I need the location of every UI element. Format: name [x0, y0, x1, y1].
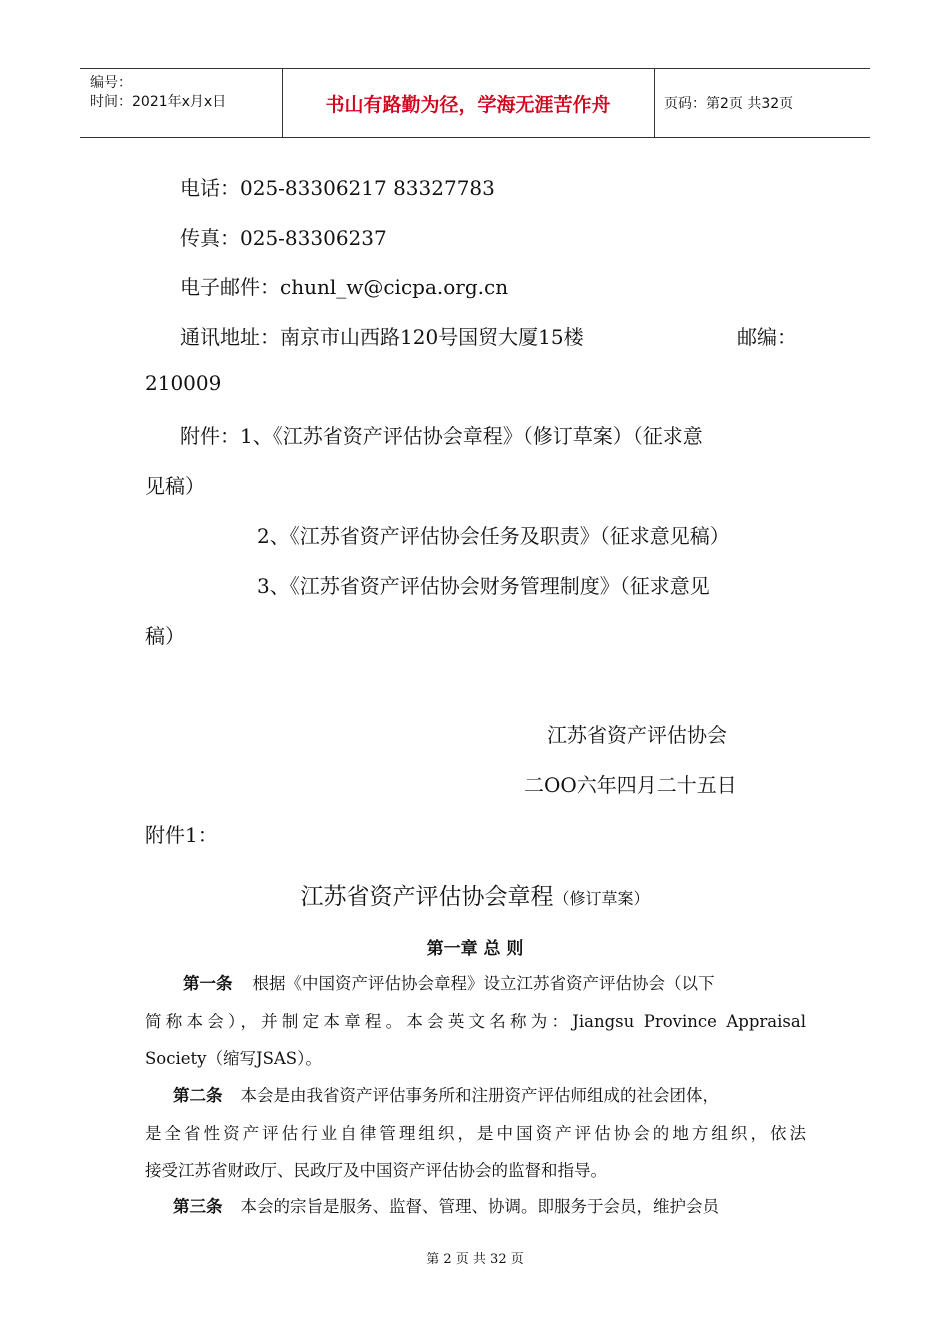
article-1-line1: 根据《中国资产评估协会章程》设立江苏省资产评估协会（以下	[252, 974, 715, 993]
address-line: 通讯地址：南京市山西路120号国贸大厦15楼	[180, 325, 584, 349]
article-3-line1: 本会的宗旨是服务、监督、管理、协调。即服务于会员，维护会员	[240, 1197, 719, 1216]
number-label: 编号：	[90, 75, 132, 91]
postcode-value: 210009	[145, 371, 222, 395]
postcode-label: 邮编：	[737, 325, 797, 349]
signature-date: 二OO六年四月二十五日	[524, 773, 737, 797]
appendix-label: 附件1：	[145, 823, 218, 847]
article-2-head: 第二条	[173, 1086, 223, 1105]
attachment-1-line2: 见稿）	[145, 474, 205, 498]
article-2-line1: 本会是由我省资产评估事务所和注册资产评估师组成的社会团体，	[240, 1086, 719, 1105]
document-title	[0, 878, 950, 911]
signature-org: 江苏省资产评估协会	[547, 723, 727, 747]
fax-line: 传真：025-83306237	[180, 226, 387, 250]
email-line: 电子邮件：chunl_w@cicpa.org.cn	[180, 275, 509, 299]
phone-line: 电话：025-83306217 83327783	[180, 176, 495, 200]
document-title-note: （修订草案）	[553, 889, 650, 908]
document-title-main: 江苏省资产评估协会章程	[300, 884, 554, 910]
article-2-line3: 接受江苏省财政厅、民政厅及中国资产评估协会的监督和指导。	[145, 1161, 607, 1180]
article-1	[183, 970, 715, 994]
attachment-3-line1: 3、《江苏省资产评估协会财务管理制度》（征求意见	[257, 574, 710, 598]
attachment-3-line2: 稿）	[145, 624, 185, 648]
attachment-2: 2、《江苏省资产评估协会任务及职责》（征求意见稿）	[257, 524, 730, 548]
chapter-heading: 第一章 总 则	[426, 939, 524, 959]
time-label: 时间：2021年x月x日	[90, 94, 227, 110]
article-1-head: 第一条	[183, 974, 233, 993]
article-1-line3: Society（缩写JSAS）。	[145, 1049, 322, 1068]
header-motto: 书山有路勤为径，学海无涯苦作舟	[282, 69, 655, 137]
header-page-info: 页码：第2页 共32页	[664, 96, 794, 112]
article-3-head: 第三条	[173, 1197, 223, 1216]
article-1-line2: 简称本会），并制定本章程。本会英文名称为：Jiangsu Province Appraisal	[145, 1012, 806, 1031]
article-2-line2: 是全省性资产评估行业自律管理组织，是中国资产评估协会的地方组织，依法	[145, 1124, 806, 1143]
page-header	[80, 68, 870, 138]
article-2	[173, 1082, 719, 1106]
header-meta	[80, 69, 283, 137]
attachment-1-line1: 附件：1、《江苏省资产评估协会章程》（修订草案）（征求意	[180, 424, 703, 448]
page-footer: 第 2 页 共 32 页	[426, 1252, 524, 1267]
article-3	[173, 1193, 719, 1217]
